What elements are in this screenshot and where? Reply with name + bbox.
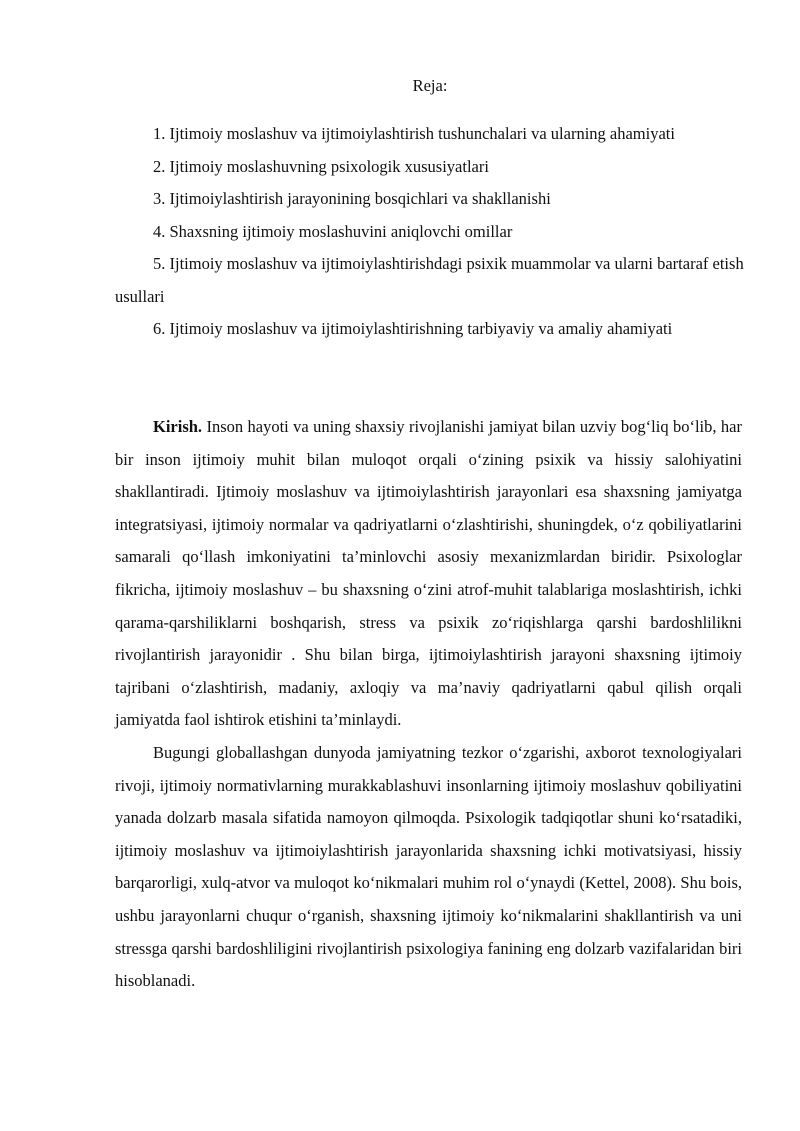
plan-title: Reja: — [412, 76, 448, 95]
plan-item-5: 5. Ijtimoiy moslashuv va ijtimoiylashtirishdagi psixik muammolar va ularni bartaraf etish usullari — [115, 254, 744, 306]
body-text — [115, 411, 742, 998]
plan-item-6: 6. Ijtimoiy moslashuv va ijtimoiylashtirishning tarbiyaviy va amaliy ahamiyati — [153, 319, 673, 338]
paragraph-2: Bugungi globallashgan dunyoda jamiyatning tezkor o‘zgarishi, axborot texnologiyalari rivoji, ijtimoiy normativlarning murakkablashuvi insonlarning ijtimoiy moslashuv qobiliyatini yanada dolzarb masala sifatida namoyon qilmoqda. Psixologik tadqiqotlar shuni ko‘rsatadiki, ijtimoiy moslashuv va ijtimoiylashtirish jarayonlarida shaxsning ichki motivatsiyasi, hissiy barqarorligi, xulq-atvor va muloqot ko‘nikmalari muhim rol o‘ynaydi (Kettel, 2008). Shu bois, ushbu jarayonlarni chuqur o‘rganish, shaxsning ijtimoiy ko‘nikmalarini shakllantirish va uni stressga qarshi bardoshliligini rivojlantirish psixologiya fanining eng dolzarb vazifalaridan biri hisoblanadi. — [115, 742, 742, 991]
intro-heading: Kirish. — [153, 417, 203, 436]
plan-item-3: 3. Ijtimoiylashtirish jarayonining bosqichlari va shakllanishi — [153, 189, 551, 208]
plan-item-1: 1. Ijtimoiy moslashuv va ijtimoiylashtirish tushunchalari va ularning ahamiyati — [153, 124, 675, 143]
plan-item-4: 4. Shaxsning ijtimoiy moslashuvini aniqlovchi omillar — [153, 221, 513, 241]
plan-item-2: 2. Ijtimoiy moslashuvning psixologik xususiyatlari — [153, 156, 489, 176]
intro-text: Inson hayoti va uning shaxsiy rivojlanishi jamiyat bilan uzviy bog‘liq bo‘lib, har bir inson ijtimoiy muhit bilan muloqot orqali o‘zining psixik va hissiy salohiyatini shakllantiradi. Ijtimoiy moslashuv va ijtimoiylashtirish jarayonlari esa shaxsning jamiyatga integratsiyasi, ijtimoiy normalar va qadriyatlarni o‘zlashtirishi, shuningdek, o‘z qobiliyatlarini samarali qo‘llash imkoniyatini ta’minlovchi asosiy mexanizmlardan biridir. Psixologlar fikricha, ijtimoiy moslashuv – bu shaxsning o‘zini atrof-muhit talablariga moslashtirish, ichki qarama-qarshiliklarni boshqarish, stress va psixik zo‘riqishlarga qarshi bardoshlilikni rivojlantirish jarayonidir . Shu bilan birga, ijtimoiylashtirish jarayoni shaxsning ijtimoiy tajribani o‘zlashtirish, madaniy, axloqiy va ma’naviy qadriyatlarni qabul qilish orqali jamiyatda faol ishtirok etishini ta’minlaydi. — [115, 417, 742, 730]
plan-list — [115, 118, 745, 346]
intro-paragraph — [115, 411, 742, 737]
